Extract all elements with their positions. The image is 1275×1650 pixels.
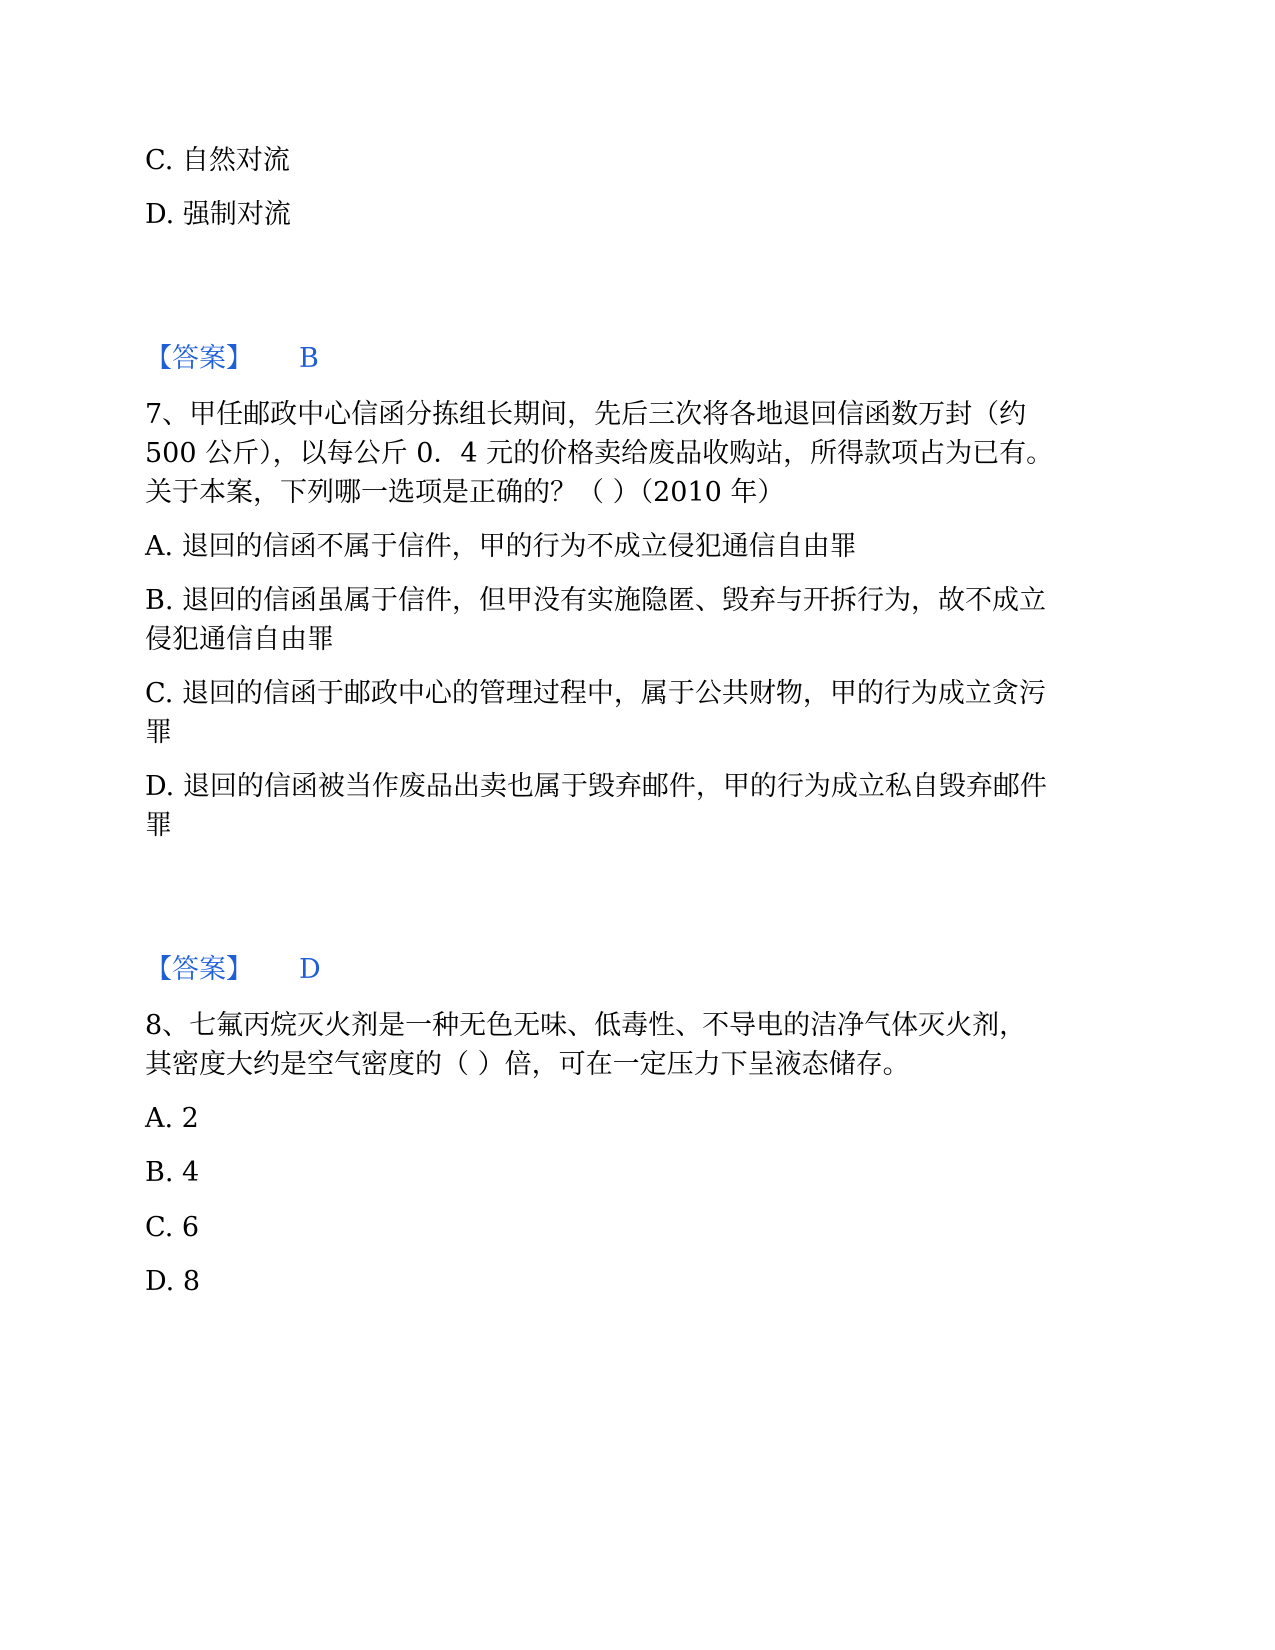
q7-option-b-line-2: 侵犯通信自由罪: [145, 624, 334, 655]
q7-option-c-line-2: 罪: [145, 717, 172, 748]
answer-value: B: [299, 343, 319, 374]
q7-option-d-line-2: 罪: [145, 810, 172, 841]
q7-option-b-line-1: B. 退回的信函虽属于信件，但甲没有实施隐匿、毁弃与开拆行为，故不成立: [145, 585, 1047, 616]
q7-stem-line-1: 7、甲任邮政中心信函分拣组长期间，先后三次将各地退回信函数万封（约: [145, 399, 1027, 430]
answer-label: 【答案】: [145, 954, 253, 985]
q7-answer: [145, 950, 321, 990]
q8-option-d: D. 8: [145, 1266, 201, 1297]
q7-option-d-line-1: D. 退回的信函被当作废品出卖也属于毁弃邮件，甲的行为成立私自毁弃邮件: [145, 771, 1047, 802]
q8-stem-line-2: 其密度大约是空气密度的（ ）倍，可在一定压力下呈液态储存。: [145, 1049, 910, 1080]
q7-stem-line-2: 500 公斤），以每公斤 0．4 元的价格卖给废品收购站，所得款项占为已有。: [145, 438, 1054, 469]
q6-option-d: D. 强制对流: [145, 199, 291, 230]
q7-stem-line-3: 关于本案，下列哪一选项是正确的？（ ）（2010 年）: [145, 477, 785, 508]
q8-option-a: A. 2: [145, 1103, 199, 1134]
q7-option-a: A. 退回的信函不属于信件，甲的行为不成立侵犯通信自由罪: [145, 531, 857, 562]
q8-option-c: C. 6: [145, 1212, 200, 1243]
q6-option-c: C. 自然对流: [145, 145, 290, 176]
q8-stem-line-1: 8、七氟丙烷灭火剂是一种无色无味、低毒性、不导电的洁净气体灭火剂，: [145, 1010, 1027, 1041]
q7-option-c-line-1: C. 退回的信函于邮政中心的管理过程中，属于公共财物，甲的行为成立贪污: [145, 678, 1046, 709]
q6-answer: [145, 339, 319, 379]
q8-option-b: B. 4: [145, 1157, 200, 1188]
answer-label: 【答案】: [145, 343, 253, 374]
answer-value: D: [299, 954, 321, 985]
